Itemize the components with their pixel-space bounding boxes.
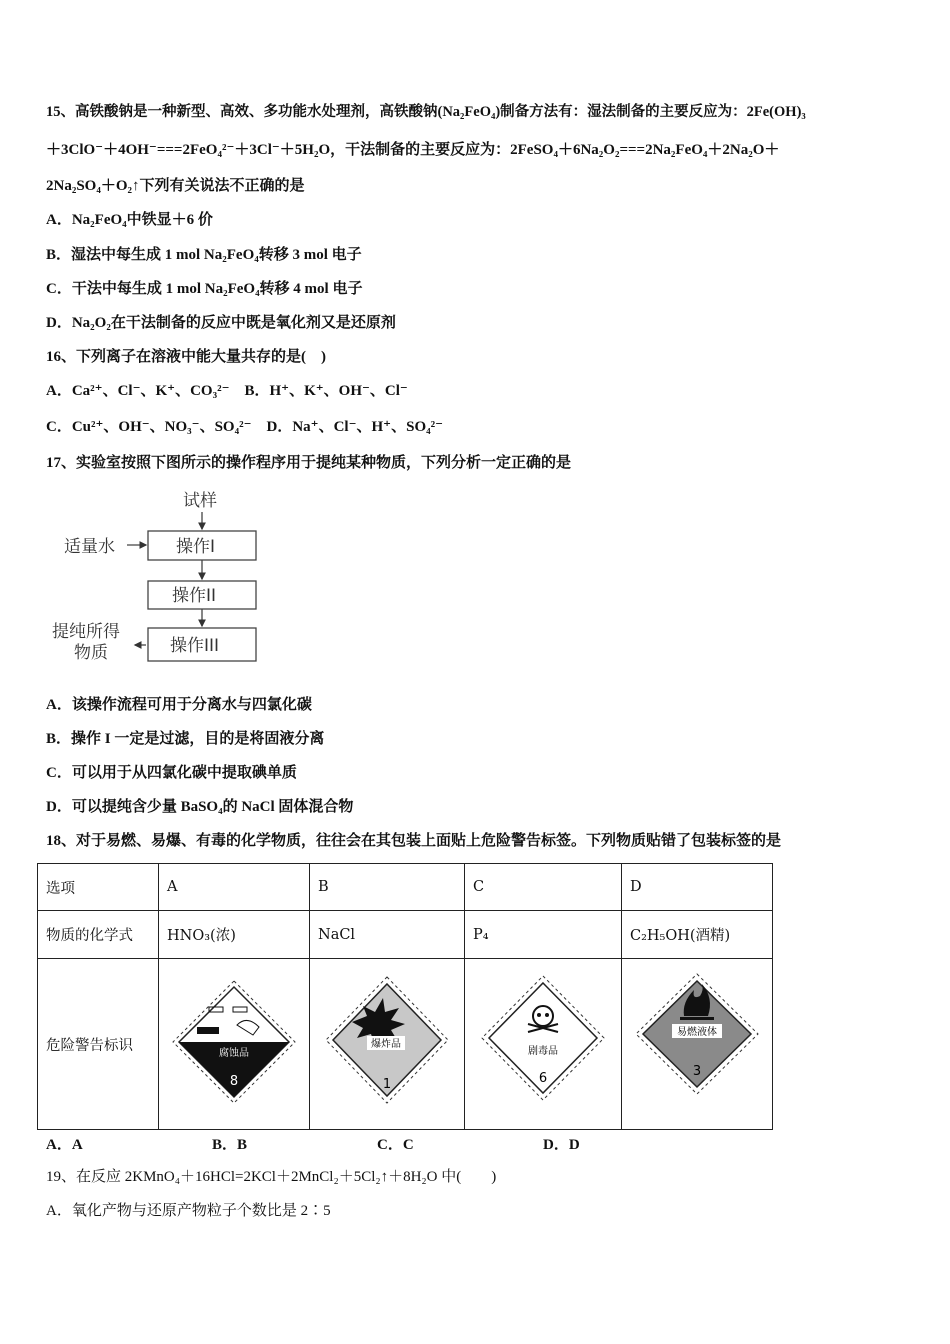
label-text: 腐蚀品: [219, 1048, 249, 1059]
table-row: [38, 911, 773, 959]
cell-label: [622, 959, 773, 1130]
cell-option-c: C: [465, 864, 622, 911]
product-label-1: 提纯所得: [52, 622, 120, 642]
q15-stem-line2: ＋3ClO⁻＋4OH⁻===2FeO₄²⁻＋3Cl⁻＋5H₂O，干法制备的主要反应为：2FeSO₄＋6Na₂O₂===2Na₂FeO₄＋2Na₂O＋: [46, 142, 780, 158]
q17-option-a: A．该操作流程可用于分离水与四氯化碳: [46, 697, 312, 713]
explosive-sign-icon: [322, 972, 452, 1112]
cell-option-a: A: [159, 864, 310, 911]
row-header: 物质的化学式: [38, 911, 159, 959]
cell-formula: NaCl: [310, 911, 465, 959]
cell-option-b: B: [310, 864, 465, 911]
q15-stem-line1: 15、高铁酸钠是一种新型、高效、多功能水处理剂，高铁酸钠(Na₂FeO₄)制备方法有：湿法制备的主要反应为：2Fe(OH)₃: [46, 104, 806, 120]
label-number: 1: [382, 1077, 392, 1092]
op3-label: 操作III: [170, 636, 220, 656]
cell-label: [465, 959, 622, 1130]
flammable-liquid-sign-icon: [632, 972, 762, 1112]
water-label: 适量水: [64, 537, 115, 557]
q19-stem: 19、在反应 2KMnO₄＋16HCl=2KCl＋2MnCl₂＋5Cl₂↑＋8H₂O 中( ): [46, 1169, 497, 1185]
cell-formula: HNO₃(浓): [159, 911, 310, 959]
q18-answer-d: D．D: [543, 1137, 580, 1153]
table-row: [38, 864, 773, 911]
q18-stem: 18、对于易燃、易爆、有毒的化学物质，往往会在其包装上面贴上危险警告标签。下列物质贴错了包装标签的是: [46, 833, 782, 849]
q17-option-b: B．操作 I 一定是过滤，目的是将固液分离: [46, 731, 325, 747]
cell-label: [159, 959, 310, 1130]
cell-formula: P₄: [465, 911, 622, 959]
q17-option-d: D．可以提纯含少量 BaSO₄的 NaCl 固体混合物: [46, 799, 354, 815]
label-number: 8: [229, 1074, 239, 1089]
table-row: [38, 959, 773, 1130]
row-header: 危险警告标识: [38, 959, 159, 1130]
sample-label: 试样: [183, 491, 217, 511]
cell-option-d: D: [622, 864, 773, 911]
flow-diagram: [40, 480, 280, 670]
label-number: 6: [538, 1071, 548, 1086]
label-number: 3: [692, 1064, 702, 1079]
cell-formula: C₂H₅OH(酒精): [622, 911, 773, 959]
op2-label: 操作II: [172, 586, 217, 606]
q15-option-c: C．干法中每生成 1 mol Na₂FeO₄转移 4 mol 电子: [46, 281, 363, 297]
label-text: 易燃液体: [677, 1027, 717, 1038]
hazard-table: [37, 863, 773, 1130]
q16-options-cd: C．Cu²⁺、OH⁻、NO₃⁻、SO₄²⁻ D．Na⁺、Cl⁻、H⁺、SO₄²⁻: [46, 419, 444, 435]
q17-stem: 17、实验室按照下图所示的操作程序用于提纯某种物质，下列分析一定正确的是: [46, 455, 572, 471]
q16-stem: 16、下列离子在溶液中能大量共存的是( ): [46, 349, 326, 365]
q18-answer-a: A．A: [46, 1137, 83, 1153]
q15-option-a: A．Na₂FeO₄中铁显＋6 价: [46, 212, 213, 228]
label-text: 爆炸品: [371, 1039, 401, 1050]
q18-answer-c: C．C: [377, 1137, 414, 1153]
corrosive-sign-icon: [169, 977, 299, 1107]
product-label-2: 物质: [74, 643, 108, 663]
row-header: 选项: [38, 864, 159, 911]
q19-option-a: A．氧化产物与还原产物粒子个数比是 2∶5: [46, 1203, 331, 1219]
q15-stem-line3: 2Na₂SO₄＋O₂↑下列有关说法不正确的是: [46, 178, 305, 194]
toxic-sign-icon: [478, 972, 608, 1112]
q17-option-c: C．可以用于从四氯化碳中提取碘单质: [46, 765, 297, 781]
q15-option-b: B．湿法中每生成 1 mol Na₂FeO₄转移 3 mol 电子: [46, 247, 362, 263]
op1-label: 操作I: [176, 537, 216, 557]
q16-options-ab: A．Ca²⁺、Cl⁻、K⁺、CO₃²⁻ B．H⁺、K⁺、OH⁻、Cl⁻: [46, 383, 408, 399]
cell-label: [310, 959, 465, 1130]
label-text: 剧毒品: [528, 1046, 558, 1057]
q15-option-d: D．Na₂O₂在干法制备的反应中既是氧化剂又是还原剂: [46, 315, 396, 331]
q18-answer-b: B．B: [212, 1137, 248, 1153]
